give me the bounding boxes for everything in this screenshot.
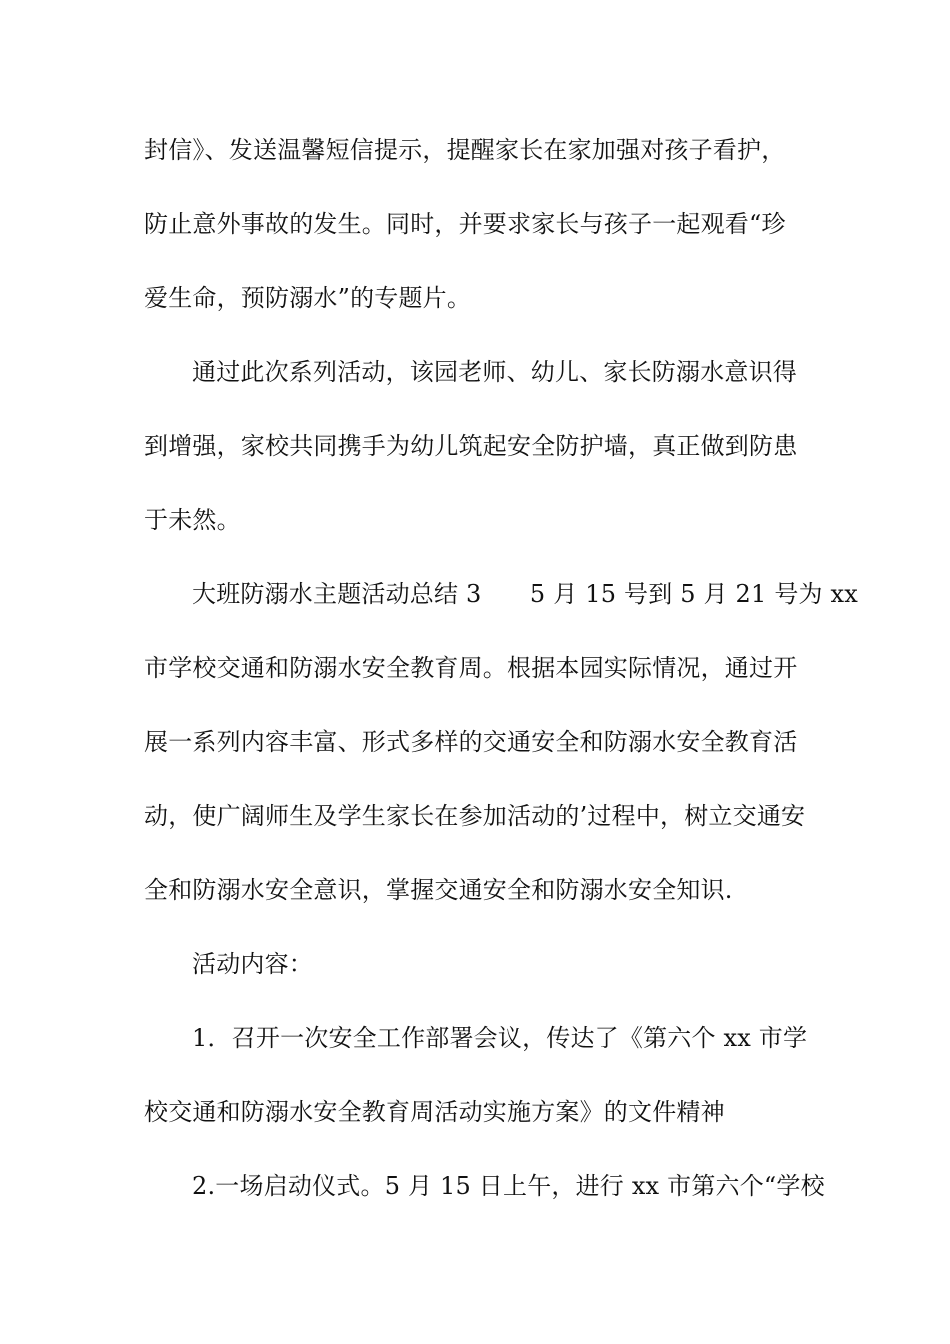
list-item-1: 1．召开一次安全工作部署会议，传达了《第六个 xx 市学 (192, 1024, 808, 1052)
text-line: 防止意外事故的发生。同时，并要求家长与孩子一起观看“珍 (144, 210, 786, 238)
text-line: 到增强，家校共同携手为幼儿筑起安全防护墙，真正做到防患 (144, 432, 798, 460)
text-line: 全和防溺水安全意识，掌握交通安全和防溺水安全知识. (144, 876, 733, 904)
paragraph-first-line: 通过此次系列活动，该园老师、幼儿、家长防溺水意识得 (192, 358, 797, 386)
activity-content-heading: 活动内容： (192, 950, 313, 978)
text-line: 于未然。 (144, 506, 241, 534)
text-line: 动，使广阔师生及学生家长在参加活动的’过程中，树立交通安 (144, 802, 806, 830)
text-line: 封信》、发送温馨短信提示，提醒家长在家加强对孩子看护， (144, 136, 786, 164)
text-line: 爱生命，预防溺水”的专题片。 (144, 284, 472, 312)
text-line: 展一系列内容丰富、形式多样的交通安全和防溺水安全教育活 (144, 728, 798, 756)
text-line: 市学校交通和防溺水安全教育周。根据本园实际情况，通过开 (144, 654, 798, 682)
list-item-2: 2.一场启动仪式。5 月 15 日上午，进行 xx 市第六个“学校 (192, 1172, 825, 1200)
text-line: 校交通和防溺水安全教育周活动实施方案》的文件精神 (144, 1098, 725, 1126)
section-heading-line: 大班防溺水主题活动总结 3 5 月 15 号到 5 月 21 号为 xx (192, 580, 859, 608)
